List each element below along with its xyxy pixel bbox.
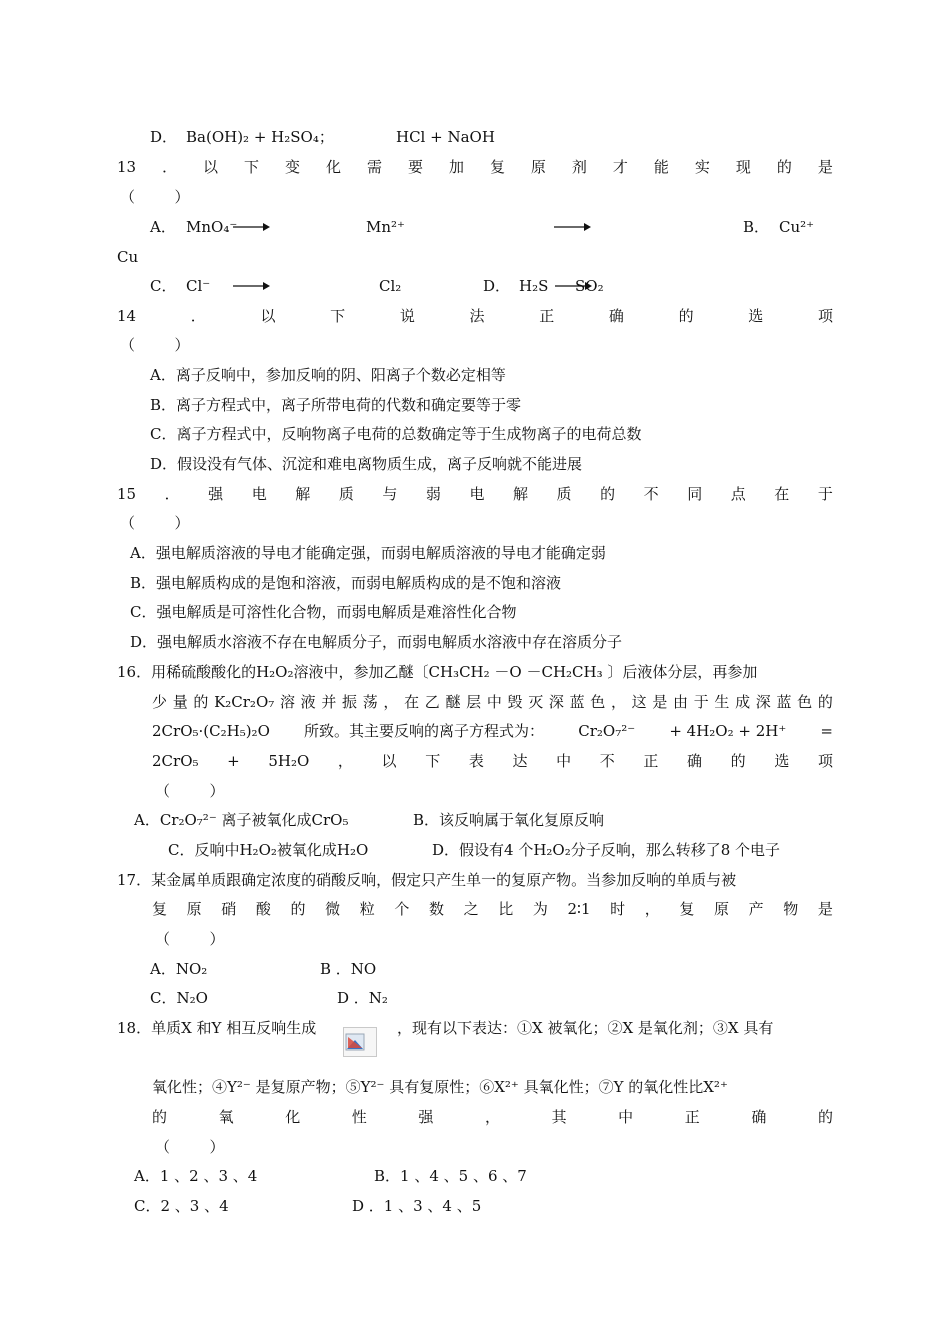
q13-stem-char: ． xyxy=(162,158,178,176)
q16-line4-part: 表 xyxy=(468,752,484,770)
q16-line2-char: 色 xyxy=(797,693,813,711)
q16-line4-part: 2CrO₅ xyxy=(152,752,199,770)
q13-stem-char: 才 xyxy=(612,158,628,176)
q18-answer-paren: （ ） xyxy=(155,1138,225,1156)
q16-option-c: C．反响中H₂O₂被氧化成H₂O xyxy=(168,841,369,859)
q16-line2-char: ， xyxy=(610,693,626,711)
q12-option-d-reactants: Ba(OH)₂ + H₂SO₄； xyxy=(186,128,334,146)
q16-line2-char: 于 xyxy=(693,693,709,711)
q16-line3-part: 2CrO₅·(C₂H₅)₂O xyxy=(152,722,270,740)
q18-line3-char: 中 xyxy=(618,1108,634,1126)
q15-stem-char: 电 xyxy=(469,485,485,503)
q18-line3-char: 正 xyxy=(684,1108,700,1126)
q16-line4-part: 选 xyxy=(774,752,790,770)
q18-line3-char: 化 xyxy=(285,1108,301,1126)
q13-option-b-arrow-icon xyxy=(554,221,592,233)
q13-stem-char: 复 xyxy=(489,158,505,176)
q18-line3-char: 其 xyxy=(551,1108,567,1126)
q16-line4-part: 确 xyxy=(687,752,703,770)
q14-option-a: A．离子反响中，参加反响的阴、阳离子个数必定相等 xyxy=(150,366,506,384)
q16-line3-part: 所致。其主要反响的离子方程式为： xyxy=(304,722,545,740)
q16-line-3 xyxy=(152,721,833,741)
q16-line4-part: 中 xyxy=(556,752,572,770)
q15-stem-char: 质 xyxy=(338,485,354,503)
q14-stem-char: 以 xyxy=(260,307,276,325)
q16-line4-part: 项 xyxy=(817,752,833,770)
q17-line2-char: 产 xyxy=(748,900,764,918)
q14-stem-char: ． xyxy=(190,307,206,325)
q15-stem-char: 电 xyxy=(251,485,267,503)
q15-stem-char: 解 xyxy=(513,485,529,503)
q14-number: 14 xyxy=(117,307,137,325)
q14-stem-char: 正 xyxy=(539,307,555,325)
q18-line-3 xyxy=(152,1107,833,1127)
q13-option-c-to: Cl₂ xyxy=(379,277,402,295)
q16-line2-char: 这 xyxy=(631,693,647,711)
q15-stem-char: 质 xyxy=(556,485,572,503)
q17-line2-char: 酸 xyxy=(255,900,271,918)
q16-line2-char: 醚 xyxy=(445,693,461,711)
q13-number: 13 xyxy=(117,158,137,176)
broken-image-icon xyxy=(343,1027,377,1057)
q13-stem-char: 原 xyxy=(530,158,546,176)
q15-stem-char: 不 xyxy=(643,485,659,503)
q16-line2-char: 溶 xyxy=(279,693,295,711)
q14-stem-char: 选 xyxy=(748,307,764,325)
q14-stem xyxy=(117,306,833,326)
q16-line2-char: 深 xyxy=(548,693,564,711)
q13-option-d-label: D． xyxy=(483,277,511,295)
q17-answer-paren: （ ） xyxy=(155,930,225,948)
q13-stem-char: 化 xyxy=(326,158,342,176)
q15-stem-char: 的 xyxy=(600,485,616,503)
q13-stem-char: 的 xyxy=(776,158,792,176)
q13-stem-char: 变 xyxy=(285,158,301,176)
q16-line2-char: 量 xyxy=(172,693,188,711)
q14-option-d: D．假设没有气体、沉淀和难电离物质生成，离子反响就不能进展 xyxy=(150,455,583,473)
q16-line2-char: 荡 xyxy=(362,693,378,711)
q13-option-a-label: A． xyxy=(150,218,176,236)
q17-line2-char: 为 xyxy=(532,900,548,918)
q17-line-2 xyxy=(152,899,833,919)
q17-line2-char: 2∶1 xyxy=(567,900,591,918)
q18-line3-char: 的 xyxy=(152,1108,168,1126)
q17-line2-char: 复 xyxy=(679,900,695,918)
q13-stem-char: 下 xyxy=(244,158,260,176)
q15-stem xyxy=(117,484,833,504)
q16-line4-part: 5H₂O xyxy=(268,752,310,770)
q16-line2-char: 乙 xyxy=(424,693,440,711)
q14-option-b: B．离子方程式中，离子所带电荷的代数和确定要等于零 xyxy=(150,396,522,414)
q15-answer-paren: （ ） xyxy=(120,514,190,532)
q17-line2-char: 是 xyxy=(817,900,833,918)
q17-line2-char: 物 xyxy=(783,900,799,918)
q17-option-a: A．NO₂ xyxy=(150,960,208,978)
q17-line2-char: ， xyxy=(644,900,660,918)
q18-line3-char: 强 xyxy=(418,1108,434,1126)
q16-line2-char: 少 xyxy=(152,693,168,711)
q16-line2-char: 在 xyxy=(404,693,420,711)
q16-line2-char: 液 xyxy=(300,693,316,711)
q18-option-a: A．1 、2 、3 、4 xyxy=(134,1167,258,1185)
q16-line4-part: 达 xyxy=(512,752,528,770)
q12-option-d-second: HCl + NaOH xyxy=(396,128,495,146)
q16-line4-part: 正 xyxy=(643,752,659,770)
q16-line2-char: 的 xyxy=(193,693,209,711)
q17-line2-char: 原 xyxy=(713,900,729,918)
q17-line2-char: 之 xyxy=(463,900,479,918)
q16-line2-char: 是 xyxy=(652,693,668,711)
q17-line2-char: 时 xyxy=(610,900,626,918)
q15-option-b: B．强电解质构成的是饱和溶液，而弱电解质构成的是不饱和溶液 xyxy=(130,574,562,592)
q17-option-b: B ．NO xyxy=(320,960,377,978)
q14-stem-char: 确 xyxy=(608,307,624,325)
q18-option-b: B．1 、4 、5 、6 、7 xyxy=(374,1167,527,1185)
q18-option-d: D ．1 、3 、4 、5 xyxy=(352,1197,482,1215)
q16-option-b: B．该反响属于氧化复原反响 xyxy=(413,811,605,829)
q16-line3-part: Cr₂O₇²⁻ xyxy=(578,722,636,740)
q15-stem-char: 点 xyxy=(730,485,746,503)
q13-option-c-arrow-icon xyxy=(233,280,271,292)
q16-line2-char: 层 xyxy=(466,693,482,711)
q13-stem-char: 剂 xyxy=(571,158,587,176)
q13-option-b-from: Cu²⁺ xyxy=(779,218,815,236)
q15-option-d: D．强电解质水溶液不存在电解质分子，而弱电解质水溶液中存在溶质分子 xyxy=(130,633,623,651)
q13-option-a-arrow-icon xyxy=(233,221,271,233)
q13-option-a-to: Mn²⁺ xyxy=(366,218,405,236)
q13-stem-char: 现 xyxy=(735,158,751,176)
q13-stem-char: 要 xyxy=(407,158,423,176)
q18-line3-char: 性 xyxy=(351,1108,367,1126)
q13-stem-char: 加 xyxy=(448,158,464,176)
q16-line3-part: + 4H₂O₂ + 2H⁺ xyxy=(669,722,787,740)
q13-option-d-to: SO₂ xyxy=(575,277,604,295)
q14-stem-char: 下 xyxy=(330,307,346,325)
q16-line2-char: 由 xyxy=(673,693,689,711)
q15-stem-char: 同 xyxy=(687,485,703,503)
q16-line4-part: + xyxy=(227,752,240,770)
q17-line2-char: 的 xyxy=(290,900,306,918)
q15-stem-char: 弱 xyxy=(425,485,441,503)
q14-option-c: C．离子方程式中，反响物离子电荷的总数确定等于生成物离子的电荷总数 xyxy=(150,425,642,443)
q13-option-c-from: Cl⁻ xyxy=(186,277,211,295)
q16-line2-char: 色 xyxy=(590,693,606,711)
q14-stem-char: 的 xyxy=(678,307,694,325)
q13-option-b-label: B． xyxy=(743,218,770,236)
q16-line2-char: 生 xyxy=(714,693,730,711)
q18-option-c: C．2 、3 、4 xyxy=(134,1197,229,1215)
q16-line2-char: ， xyxy=(383,693,399,711)
q13-option-c-label: C． xyxy=(150,277,177,295)
q15-number: 15 xyxy=(117,485,137,503)
q13-stem-char: 是 xyxy=(817,158,833,176)
q18-line-2: 氧化性；④Y²⁻ 是复原产物；⑤Y²⁻ 具有复原性；⑥X²⁺ 具氧化性；⑦Y 的氧化性比X²⁺ xyxy=(152,1078,728,1096)
q16-option-a: A．Cr₂O₇²⁻ 离子被氧化成CrO₅ xyxy=(134,811,349,829)
q16-line4-part: 下 xyxy=(425,752,441,770)
q17-line2-char: 硝 xyxy=(221,900,237,918)
q18-line3-char: 氧 xyxy=(218,1108,234,1126)
q16-line3-part: = xyxy=(820,722,833,740)
q16-line2-char: 蓝 xyxy=(776,693,792,711)
q16-line-4 xyxy=(152,751,833,771)
q17-line2-char: 数 xyxy=(429,900,445,918)
q13-option-b-to: Cu xyxy=(117,248,139,266)
q18-line-1-left: 18．单质X 和Y 相互反响生成 xyxy=(117,1019,317,1037)
q18-line3-char: 确 xyxy=(751,1108,767,1126)
q16-line2-char: 振 xyxy=(342,693,358,711)
q14-stem-char: 法 xyxy=(469,307,485,325)
q15-stem-char: ． xyxy=(164,485,180,503)
q16-line2-char: 深 xyxy=(755,693,771,711)
q13-stem xyxy=(117,157,833,177)
q16-answer-paren: （ ） xyxy=(155,782,225,800)
q12-option-d-label: D． xyxy=(150,128,178,146)
q16-line2-char: K₂Cr₂O₇ xyxy=(214,693,275,711)
q18-line3-char: ， xyxy=(484,1108,500,1126)
q15-option-c: C．强电解质是可溶性化合物，而弱电解质是难溶性化合物 xyxy=(130,603,517,621)
q16-line2-char: 蓝 xyxy=(569,693,585,711)
q13-stem-char: 以 xyxy=(203,158,219,176)
q16-line2-char: 毁 xyxy=(507,693,523,711)
q17-line2-char: 粒 xyxy=(359,900,375,918)
q16-line-1: 16．用稀硫酸酸化的H₂O₂溶液中，参加乙醚〔CH₃CH₂ －O －CH₂CH₃ 〕后液体分层，再参加 xyxy=(117,663,758,681)
q15-stem-char: 与 xyxy=(382,485,398,503)
q13-option-a-from: MnO₄⁻ xyxy=(186,218,238,236)
q17-line-1: 17．某金属单质跟确定浓度的硝酸反响，假定只产生单一的复原产物。当参加反响的单质与被 xyxy=(117,871,737,889)
q17-option-d: D ．N₂ xyxy=(337,989,388,1007)
q16-option-d: D．假设有4 个H₂O₂分子反响，那么转移了8 个电子 xyxy=(432,841,781,859)
q16-line4-part: 的 xyxy=(730,752,746,770)
q16-line4-part: 以 xyxy=(381,752,397,770)
q13-stem-char: 实 xyxy=(694,158,710,176)
q18-line-1-right: ，现有以下表达：①X 被氧化；②X 是氧化剂；③X 具有 xyxy=(397,1019,774,1037)
q15-stem-char: 在 xyxy=(774,485,790,503)
q17-option-c: C．N₂O xyxy=(150,989,208,1007)
q17-line2-char: 原 xyxy=(186,900,202,918)
q16-line2-char: 成 xyxy=(735,693,751,711)
q13-answer-paren: （ ） xyxy=(120,188,190,206)
q16-line4-part: ， xyxy=(337,752,353,770)
q16-line4-part: 不 xyxy=(599,752,615,770)
q15-stem-char: 解 xyxy=(295,485,311,503)
q17-line2-char: 比 xyxy=(498,900,514,918)
q17-line2-char: 微 xyxy=(325,900,341,918)
q16-line2-char: 灭 xyxy=(528,693,544,711)
image-placeholder-icon xyxy=(344,1028,376,1056)
q13-stem-char: 能 xyxy=(653,158,669,176)
q17-line2-char: 个 xyxy=(394,900,410,918)
q17-line2-char: 复 xyxy=(152,900,168,918)
q14-stem-char: 说 xyxy=(399,307,415,325)
q13-stem-char: 需 xyxy=(366,158,382,176)
q18-line3-char: 的 xyxy=(817,1108,833,1126)
q14-answer-paren: （ ） xyxy=(120,336,190,354)
q16-line2-char: 中 xyxy=(486,693,502,711)
q16-line2-char: 并 xyxy=(321,693,337,711)
q15-stem-char: 强 xyxy=(208,485,224,503)
q16-line2-char: 的 xyxy=(817,693,833,711)
q14-stem-char: 项 xyxy=(817,307,833,325)
q15-stem-char: 于 xyxy=(817,485,833,503)
q13-option-d-from: H₂S xyxy=(519,277,549,295)
q15-option-a: A．强电解质溶液的导电才能确定强，而弱电解质溶液的导电才能确定弱 xyxy=(130,544,606,562)
q16-line-2 xyxy=(152,692,833,712)
